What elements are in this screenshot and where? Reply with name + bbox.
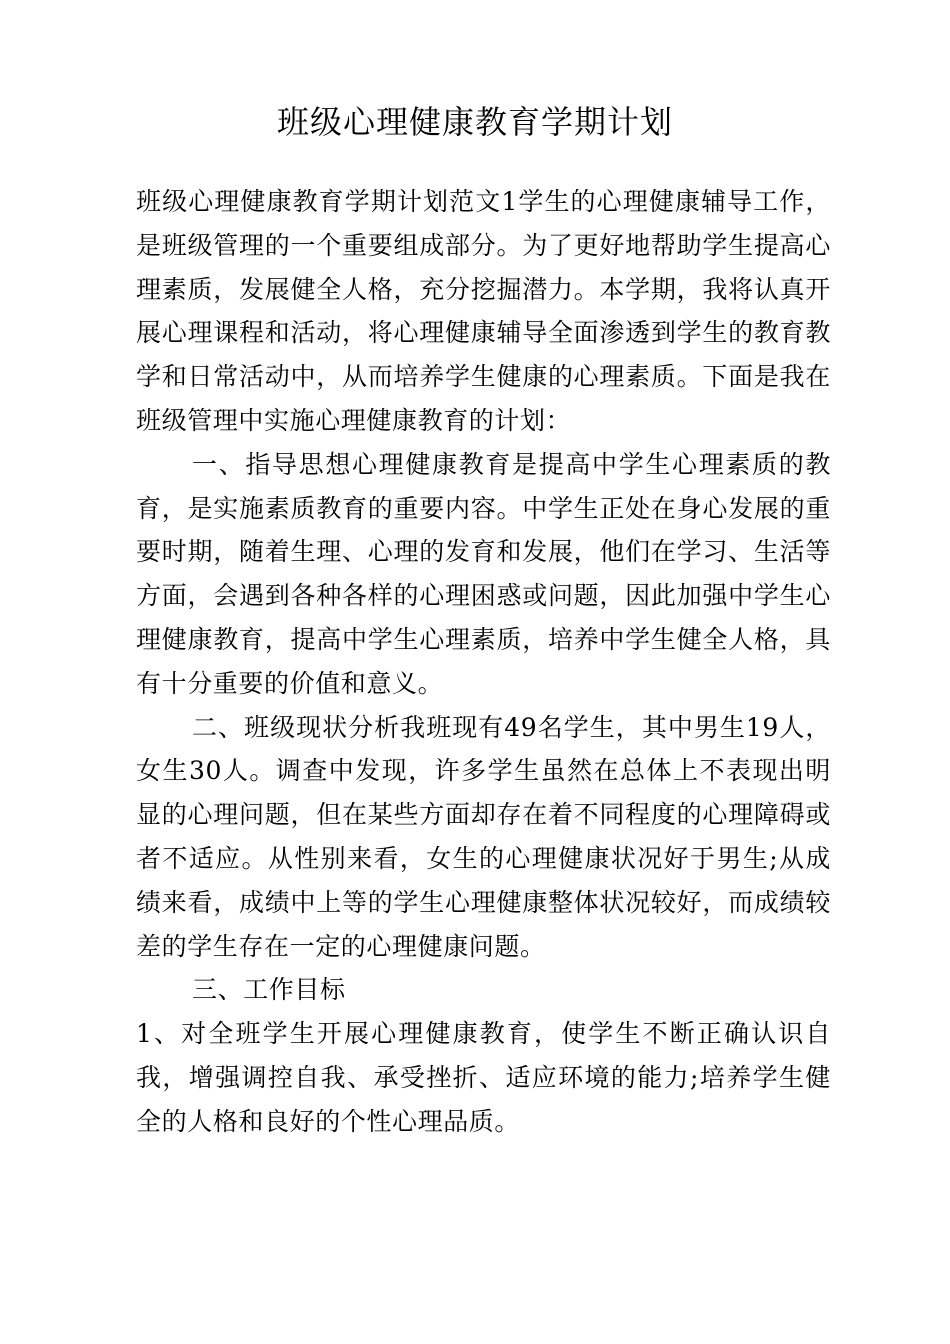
paragraph-intro: 班级心理健康教育学期计划范文1学生的心理健康辅导工作，是班级管理的一个重要组成部分。为了更好地帮助学生提高心理素质，发展健全人格，充分挖掘潜力。本学期，我将认真开展心理课程和活动，将心理健康辅导全面渗透到学生的教育教学和日常活动中，从而培养学生健康的心理素质。下面是我在班级管理中实施心理健康教育的计划：	[136, 187, 831, 435]
paragraph-class-analysis: 二、班级现状分析我班现有49名学生，其中男生19人，女生30人。调查中发现，许多学生虽然在总体上不表现出明显的心理问题，但在某些方面却存在着不同程度的心理障碍或者不适应。从性别来看，女生的心理健康状况好于男生;从成绩来看，成绩中上等的学生心理健康整体状况较好，而成绩较差的学生存在一定的心理健康问题。	[136, 712, 831, 961]
document-body	[136, 180, 831, 1144]
paragraph-goal-1: 1、对全班学生开展心理健康教育，使学生不断正确认识自我，增强调控自我、承受挫折、适应环境的能力;培养学生健全的人格和良好的个性心理品质。	[136, 1019, 831, 1136]
paragraph-guiding-principles: 一、指导思想心理健康教育是提高中学生心理素质的教育，是实施素质教育的重要内容。中学生正处在身心发展的重要时期，随着生理、心理的发育和发展，他们在学习、生活等方面，会遇到各种各样的心理困惑或问题，因此加强中学生心理健康教育，提高中学生心理素质，培养中学生健全人格，具有十分重要的价值和意义。	[136, 449, 831, 698]
document-title: 班级心理健康教育学期计划	[276, 103, 673, 141]
heading-work-goals: 三、工作目标	[192, 975, 346, 1005]
